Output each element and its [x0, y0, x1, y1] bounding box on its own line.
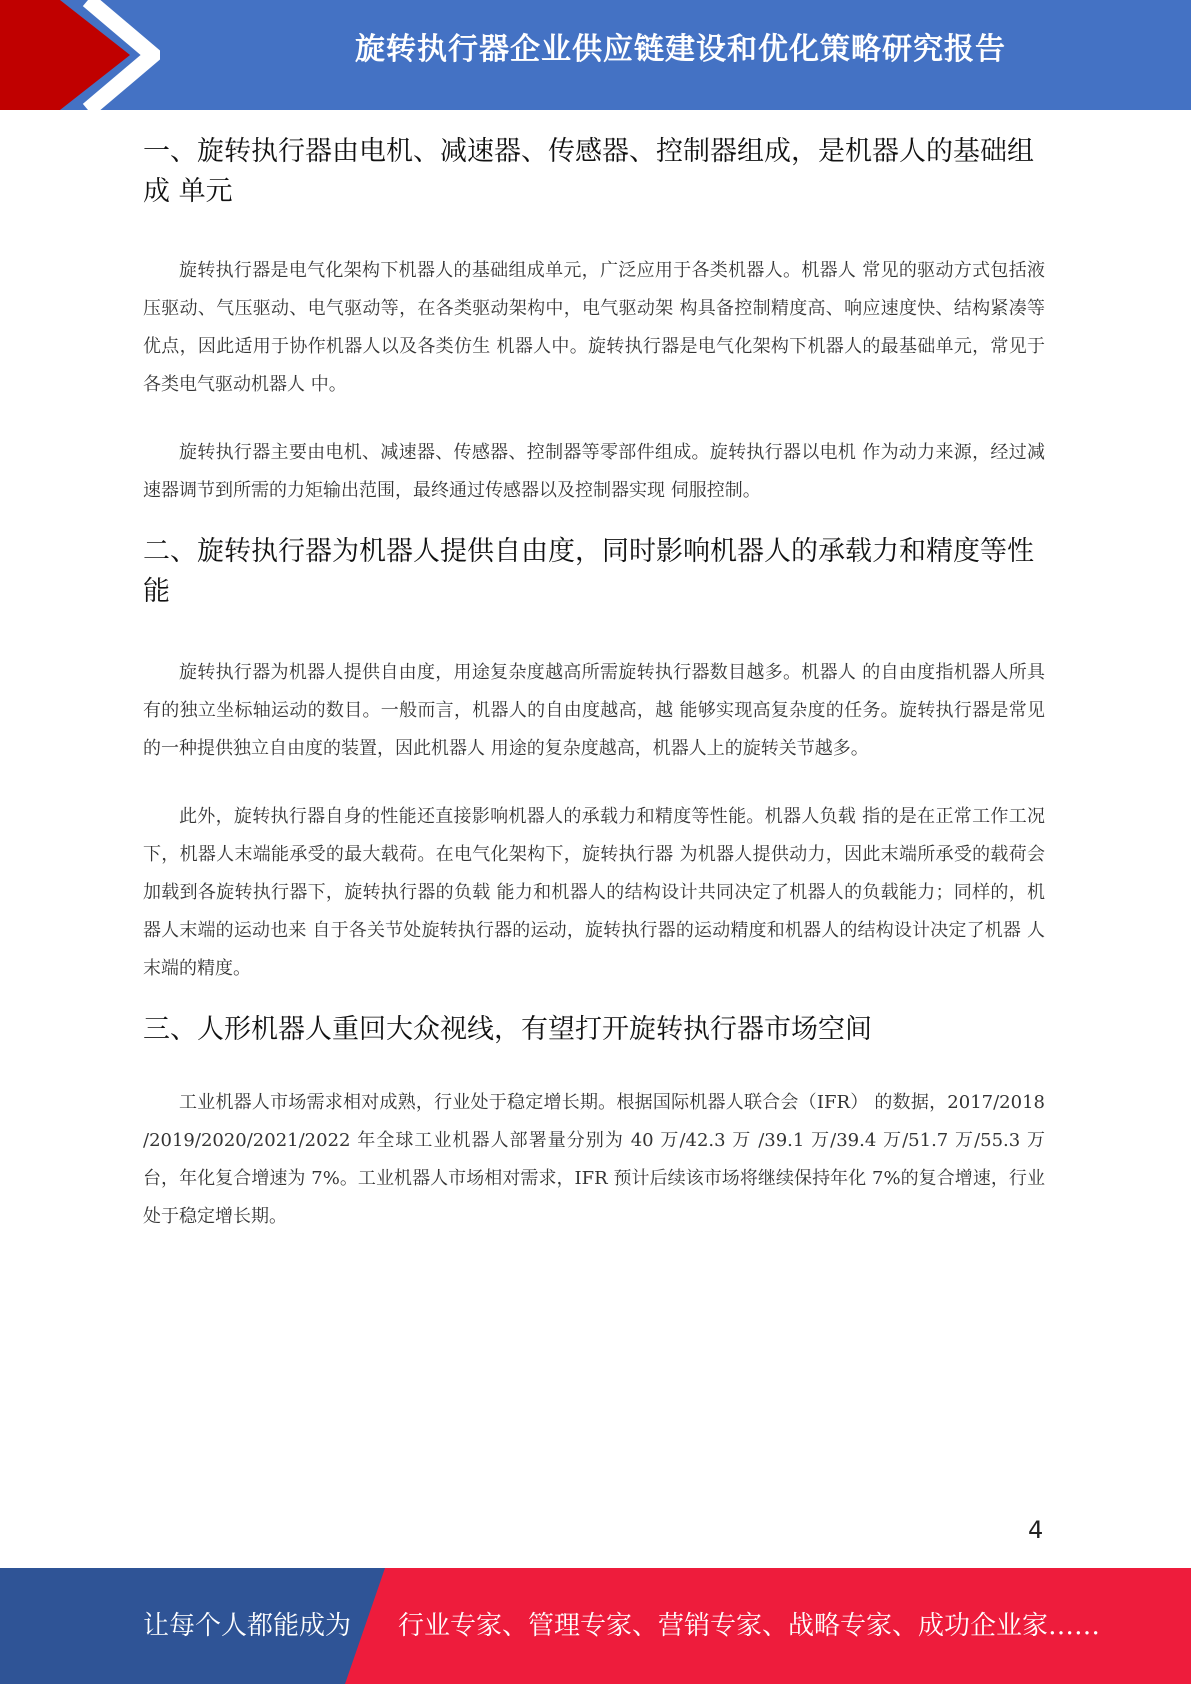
paragraph: 旋转执行器为机器人提供自由度，用途复杂度越高所需旋转执行器数目越多。机器人 的自由度指机器人所具有的独立坐标轴运动的数目。一般而言，机器人的自由度越高，越 能够实现高复杂度的任务。旋转执行器是常见的一种提供独立自由度的装置，因此机器人 用途的复杂度越高，机器人上的旋转关节越多。 [143, 662, 1045, 759]
page-footer [0, 1568, 1191, 1684]
section-heading: 一、旋转执行器由电机、减速器、传感器、控制器组成，是机器人的基础组成 单元 [143, 136, 1034, 207]
page-header [0, 0, 1191, 110]
section-heading: 二、旋转执行器为机器人提供自由度，同时影响机器人的承载力和精度等性能 [143, 536, 1034, 607]
paragraph: 旋转执行器主要由电机、减速器、传感器、控制器等零部件组成。旋转执行器以电机 作为动力来源，经过减速器调节到所需的力矩输出范围，最终通过传感器以及控制器实现 伺服控制。 [143, 442, 1045, 501]
report-title: 旋转执行器企业供应链建设和优化策略研究报告 [355, 32, 1006, 67]
paragraph: 旋转执行器是电气化架构下机器人的基础组成单元，广泛应用于各类机器人。机器人 常见的驱动方式包括液压驱动、气压驱动、电气驱动等，在各类驱动架构中，电气驱动架 构具备控制精度高、响应速度快、结构紧凑等优点，因此适用于协作机器人以及各类仿生 机器人中。旋转执行器是电气化架构下机器人的最基础单元，常见于各类电气驱动机器人 中。 [143, 260, 1045, 395]
document-body [143, 128, 1045, 1236]
page-number: 4 [1028, 1516, 1044, 1544]
footer-slogan-right: 行业专家、管理专家、营销专家、战略专家、成功企业家…… [398, 1611, 1101, 1641]
paragraph: 工业机器人市场需求相对成熟，行业处于稳定增长期。根据国际机器人联合会（IFR） 的数据，2017/2018 /2019/2020/2021/2022 年全球工业机器人部署量分别为 40 万/42.3 万 /39.1 万/39.4 万/51.7 万/55.3 万台，年化复合增速为 7%。工业机器人市场相对需求，IFR 预计后续该市场将继续保持年化 7%的复合增速，行业处于稳定增长期。 [143, 1092, 1045, 1227]
section-heading: 三、人形机器人重回大众视线，有望打开旋转执行器市场空间 [143, 1014, 872, 1045]
header-chevron-decoration [0, 0, 160, 110]
paragraph: 此外，旋转执行器自身的性能还直接影响机器人的承载力和精度等性能。机器人负载 指的是在正常工作工况下，机器人末端能承受的最大载荷。在电气化架构下，旋转执行器 为机器人提供动力，因此末端所承受的载荷会加载到各旋转执行器下，旋转执行器的负载 能力和机器人的结构设计共同决定了机器人的负载能力；同样的，机器人末端的运动也来 自于各关节处旋转执行器的运动，旋转执行器的运动精度和机器人的结构设计决定了机器 人末端的精度。 [143, 806, 1045, 979]
footer-slogan-left: 让每个人都能成为 [143, 1611, 352, 1641]
